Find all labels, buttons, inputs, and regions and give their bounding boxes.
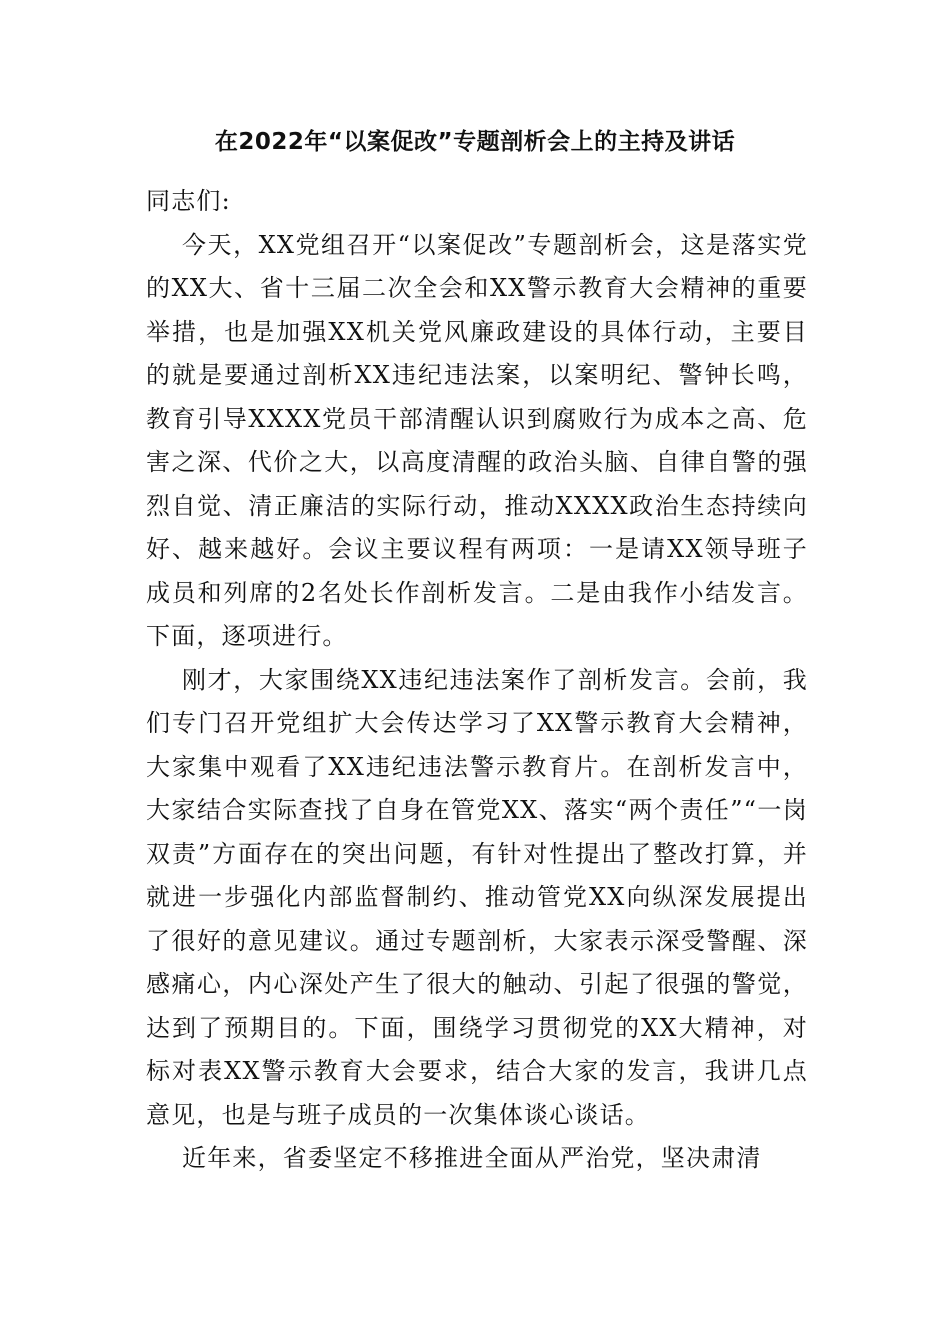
document-title: 在2022年“以案促改”专题剖析会上的主持及讲话 xyxy=(214,129,736,155)
salutation: 同志们: xyxy=(146,187,231,215)
paragraph-2: 刚才，大家围绕XX违纪违法案作了剖析发言。会前，我们专门召开党组扩大会传达学习了XX警示教育大会精神，大家集中观看了XX违纪违法警示教育片。在剖析发言中，大家结合实际查找了自身在管党XX、落实“两个责任”“一岗双责”方面存在的突出问题，有针对性提出了整改打算，并就进一步强化内部监督制约、推动管党XX向纵深发展提出了很好的意见建议。通过专题剖析，大家表示深受警醒、深感痛心，内心深处产生了很大的触动、引起了很强的警觉，达到了预期目的。下面，围绕学习贯彻党的XX大精神，对标对表XX警示教育大会要求，结合大家的发言，我讲几点意见，也是与班子成员的一次集体谈心谈话。 xyxy=(146,665,808,1129)
paragraph-3: 近年来，省委坚定不移推进全面从严治党，坚决肃清 xyxy=(182,1144,762,1172)
paragraph-1: 今天，XX党组召开“以案促改”专题剖析会，这是落实党的XX大、省十三届二次全会和XX警示教育大会精神的重要举措，也是加强XX机关党风廉政建设的具体行动，主要目的就是要通过剖析XX违纪违法案，以案明纪、警钟长鸣，教育引导XXXX党员干部清醒认识到腐败行为成本之高、危害之深、代价之大，以高度清醒的政治头脑、自律自警的强烈自觉、清正廉洁的实际行动，推动XXXX政治生态持续向好、越来越好。会议主要议程有两项：一是请XX领导班子成员和列席的2名处长作剖析发言。二是由我作小结发言。下面，逐项进行。 xyxy=(146,230,808,650)
document-body xyxy=(146,180,808,1181)
